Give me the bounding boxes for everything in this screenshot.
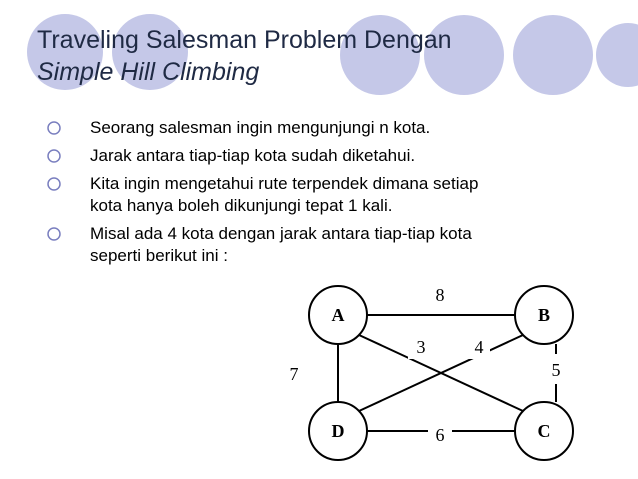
node-d-label: D <box>331 421 345 441</box>
bullet-text-continued: kota hanya boleh dikunjungi tepat 1 kali. <box>90 196 393 215</box>
slide-title <box>37 24 452 88</box>
bullet-item <box>44 117 604 139</box>
title-line-2: Simple Hill Climbing <box>37 58 260 86</box>
bullet-circle-icon <box>46 176 62 192</box>
edge-bd-label: 4 <box>474 337 484 357</box>
node-b-label: B <box>537 305 551 325</box>
node-c-label: C <box>537 421 551 441</box>
city-graph-diagram <box>270 276 590 472</box>
bullet-text: Jarak antara tiap-tiap kota sudah diketahui. <box>90 146 416 165</box>
title-line-1: Traveling Salesman Problem Dengan <box>37 26 452 54</box>
bullet-item <box>44 173 604 217</box>
node-a-label: A <box>331 305 345 325</box>
bullet-text-continued: seperti berikut ini : <box>90 246 228 265</box>
bullet-item <box>44 145 604 167</box>
edge-bc-label: 5 <box>551 360 561 380</box>
bullet-text: Misal ada 4 kota dengan jarak antara tiap-tiap kota <box>90 224 472 243</box>
edge-ab-label: 8 <box>435 285 445 305</box>
edge-ad-label: 7 <box>289 364 299 384</box>
bullet-text: Kita ingin mengetahui rute terpendek dimana setiap <box>90 174 479 193</box>
bullet-list <box>44 117 604 273</box>
bullet-circle-icon <box>46 226 62 242</box>
edge-ac-label: 3 <box>416 337 426 357</box>
bullet-item <box>44 223 604 267</box>
bullet-text: Seorang salesman ingin mengunjungi n kota. <box>90 118 431 137</box>
bullet-circle-icon <box>46 120 62 136</box>
deco-circle <box>513 15 593 95</box>
edge-dc-label: 6 <box>435 425 445 445</box>
bullet-circle-icon <box>46 148 62 164</box>
deco-circle <box>596 23 638 87</box>
